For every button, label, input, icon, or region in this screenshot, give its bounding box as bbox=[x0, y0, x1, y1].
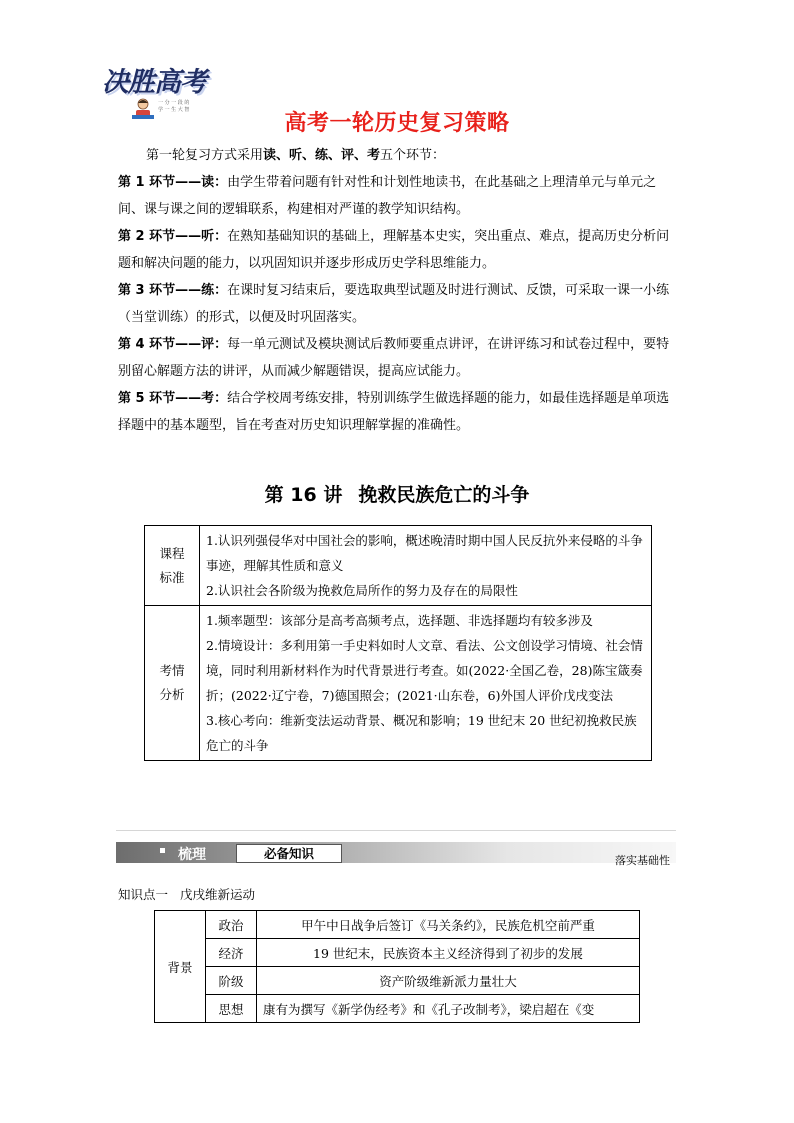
lecture-title bbox=[0, 480, 794, 507]
review-strategy-intro bbox=[118, 142, 678, 439]
step-paragraph: 第 4 环节——评：每一单元测试及模块测试后教师要重点讲评，在讲评练习和试卷过程中，要特别留心解题方法的讲评，从而减少解题错误，提高应试能力。 bbox=[118, 337, 670, 379]
section-label: 梳理 bbox=[178, 847, 206, 863]
content-cell: 康有为撰写《新学伪经考》和《孔子改制考》，梁启超在《变 bbox=[257, 995, 640, 1023]
table-row bbox=[145, 526, 652, 606]
lecture-number: 第 16 讲 bbox=[264, 484, 343, 506]
section-right-label: 落实基础性 bbox=[615, 854, 670, 867]
knowledge-point-title: 知识点一 戊戌维新运动 bbox=[118, 887, 256, 902]
logo-wordmark: 决胜高考 bbox=[102, 67, 206, 98]
square-bullet-icon bbox=[160, 848, 165, 853]
divider bbox=[116, 830, 676, 831]
background-table bbox=[154, 910, 640, 1023]
group-cell: 背景 bbox=[155, 911, 206, 1023]
step-paragraph: 第 5 环节——考：结合学校周考练安排，特别训练学生做选择题的能力，如最佳选择题是单项选择题中的基本题型，旨在考查对历史知识理解掌握的准确性。 bbox=[118, 391, 670, 433]
lecture-name: 挽救民族危亡的斗争 bbox=[358, 484, 530, 506]
row-header: 课程 标准 bbox=[145, 526, 200, 606]
table-row bbox=[155, 995, 640, 1023]
section-header-bar bbox=[116, 828, 676, 868]
page-title: 高考一轮历史复习策略 bbox=[284, 111, 510, 136]
category-cell: 阶级 bbox=[206, 967, 257, 995]
row-content: 1.认识列强侵华对中国社会的影响，概述晚清时期中国人民反抗外来侵略的斗争事迹，理解其性质和意义 2.认识社会各阶级为挽救危局所作的努力及存在的局限性 bbox=[200, 526, 652, 606]
category-cell: 思想 bbox=[206, 995, 257, 1023]
table-row bbox=[145, 606, 652, 761]
step-paragraph: 第 2 环节——听：在熟知基础知识的基础上，理解基本史实，突出重点、难点，提高历史分析问题和解决问题的能力，以巩固知识并逐步形成历史学科思维能力。 bbox=[118, 229, 670, 271]
category-cell: 经济 bbox=[206, 939, 257, 967]
category-cell: 政治 bbox=[206, 911, 257, 939]
table-row bbox=[155, 911, 640, 939]
intro-lead: 第一轮复习方式采用读、听、练、评、考五个环节： bbox=[146, 148, 446, 163]
step-paragraph: 第 3 环节——练：在课时复习结束后，要选取典型试题及时进行测试、反馈，可采取一课一小练（当堂训练）的形式，以便及时巩固落实。 bbox=[118, 283, 670, 325]
table-row bbox=[155, 967, 640, 995]
table-row bbox=[155, 939, 640, 967]
content-cell: 19 世纪末，民族资本主义经济得到了初步的发展 bbox=[257, 939, 640, 967]
content-cell: 资产阶级维新派力量壮大 bbox=[257, 967, 640, 995]
row-content: 1.频率题型：该部分是高考高频考点，选择题、非选择题均有较多涉及 2.情境设计：多利用第一手史料如时人文章、看法、公文创设学习情境、社会情境，同时利用新材料作为时代背景进行考查。如(2022·全国乙卷，28)陈宝箴奏折；(2022·辽宁卷，7)德国照会；(2021·山东卷，6)外国人评价戊戌变法 3.核心考向：维新变法运动背景、概况和影响；19 世纪末 20 世纪初挽救民族危亡的斗争 bbox=[200, 606, 652, 761]
step-paragraph: 第 1 环节——读：由学生带着问题有针对性和计划性地读书，在此基础之上理清单元与单元之间、课与课之间的逻辑联系，构建相对严谨的教学知识结构。 bbox=[118, 175, 657, 217]
row-header: 考情 分析 bbox=[145, 606, 200, 761]
section-box-label: 必备知识 bbox=[236, 844, 342, 863]
curriculum-table bbox=[144, 525, 652, 761]
content-cell: 甲午中日战争后签订《马关条约》，民族危机空前严重 bbox=[257, 911, 640, 939]
logo-slogan: 一 分 一 段 的 学 一 生 大 智 bbox=[158, 100, 190, 113]
